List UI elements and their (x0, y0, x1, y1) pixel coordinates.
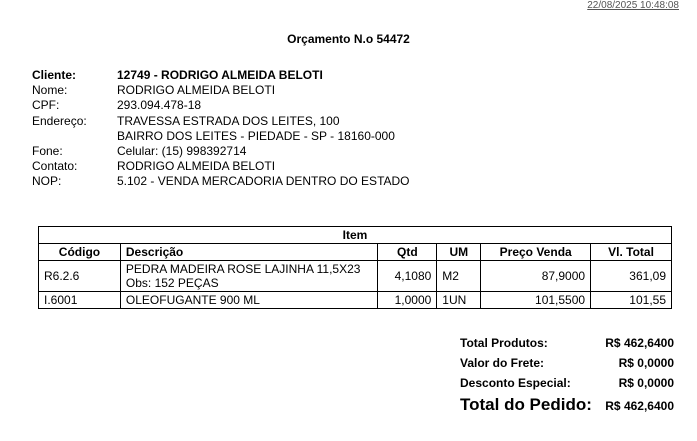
name-label: Nome: (32, 83, 68, 98)
column-header-qtd: Qtd (378, 244, 437, 261)
nop-value: 5.102 - VENDA MERCADORIA DENTRO DO ESTADO (117, 174, 410, 189)
table-row (39, 292, 672, 309)
cpf-value: 293.094.478-18 (117, 98, 202, 113)
discount-value: R$ 0,0000 (618, 376, 674, 390)
cpf-label: CPF: (32, 98, 60, 113)
total-products-row (460, 336, 674, 356)
phone-row (32, 144, 410, 159)
client-label: Cliente: (32, 68, 77, 82)
contact-value: RODRIGO ALMEIDA BELOTI (117, 159, 276, 174)
phone-label: Fone: (32, 143, 63, 158)
column-header-descricao: Descrição (120, 244, 377, 261)
client-value: 12749 - RODRIGO ALMEIDA BELOTI (117, 68, 323, 82)
nop-label: NOP: (32, 174, 62, 189)
client-info (32, 68, 410, 190)
name-row (32, 83, 410, 98)
freight-row (460, 356, 674, 376)
item-description-cell (120, 261, 377, 292)
item-quantity: 4,1080 (378, 261, 437, 292)
contact-label: Contato: (32, 159, 78, 174)
item-description: OLEOFUGANTE 900 ML (120, 292, 377, 309)
phone-value: Celular: (15) 998392714 (117, 143, 247, 158)
item-unit: M2 (437, 261, 481, 292)
item-price: 101,5500 (481, 292, 591, 309)
order-total-value: R$ 462,6400 (605, 399, 674, 413)
item-code: R6.2.6 (39, 261, 121, 292)
address-line2-row (32, 129, 410, 144)
address-label: Endereço: (32, 113, 87, 128)
item-price: 87,9000 (481, 261, 591, 292)
column-header-codigo: Código (39, 244, 121, 261)
discount-row (460, 376, 674, 395)
total-products-label: Total Produtos: (460, 336, 548, 350)
address-line2-value: BAIRRO DOS LEITES - PIEDADE - SP - 18160-000 (117, 128, 395, 143)
order-total-label: Total do Pedido: (460, 395, 592, 414)
discount-label: Desconto Especial: (460, 376, 571, 390)
item-description: PEDRA MADEIRA ROSE LAJINHA 11,5X23 (125, 262, 361, 276)
item-unit: 1UN (437, 292, 481, 309)
items-table (38, 226, 672, 309)
column-header-um: UM (437, 244, 481, 261)
contact-row (32, 159, 410, 174)
item-group-header: Item (39, 227, 672, 244)
total-products-value: R$ 462,6400 (605, 336, 674, 350)
column-header-preco: Preço Venda (481, 244, 591, 261)
print-timestamp: 22/08/2025 10:48:08 (587, 0, 679, 11)
nop-row (32, 174, 410, 189)
item-quantity: 1,0000 (378, 292, 437, 309)
address-row (32, 114, 410, 129)
column-header-total: Vl. Total (591, 244, 672, 261)
table-row (39, 261, 672, 292)
totals-block (460, 336, 674, 415)
cpf-row (32, 98, 410, 113)
freight-value: R$ 0,0000 (618, 356, 674, 370)
item-total: 361,09 (591, 261, 672, 292)
name-value: RODRIGO ALMEIDA BELOTI (117, 83, 276, 98)
item-observation: Obs: 152 PEÇAS (125, 276, 219, 290)
address-value: TRAVESSA ESTRADA DOS LEITES, 100 (117, 113, 340, 128)
document-title: Orçamento N.o 54472 (287, 32, 410, 46)
client-row (32, 68, 410, 83)
order-total-row (460, 395, 674, 415)
item-code: I.6001 (39, 292, 121, 309)
address-line2-label (32, 129, 117, 144)
item-total: 101,55 (591, 292, 672, 309)
freight-label: Valor do Frete: (460, 356, 545, 370)
